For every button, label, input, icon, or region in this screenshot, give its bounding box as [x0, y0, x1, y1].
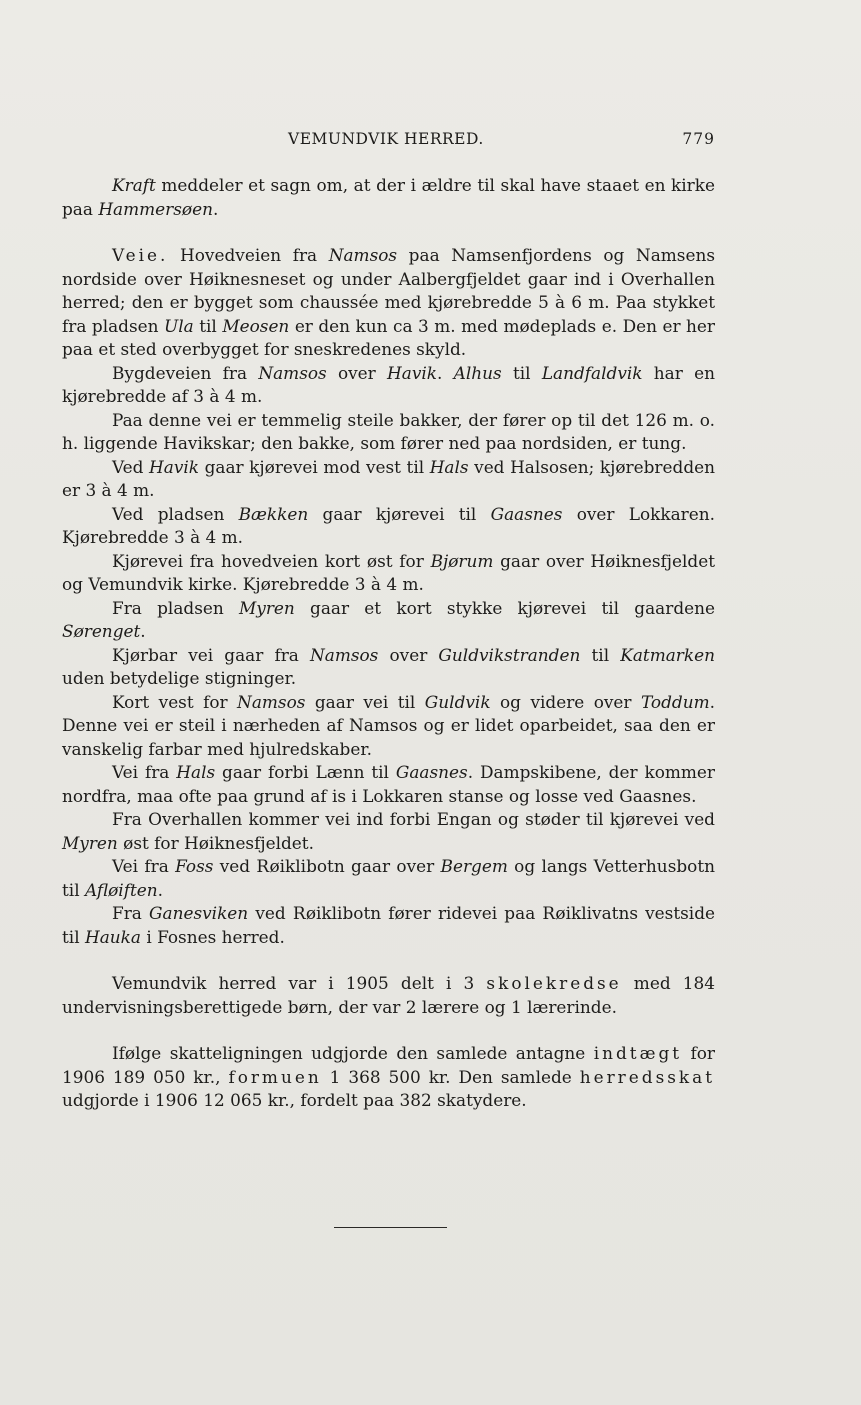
paragraph-ganesviken: Fra Ganesviken ved Røiklibotn fører ridevei paa Røiklivatns vestside til Hauka i Fosnes herred. [62, 903, 715, 947]
header-title: VEMUNDVIK HERRED. [288, 130, 484, 148]
paragraph-baekken: Ved pladsen Bækken gaar kjørevei til Gaasnes over Lokkaren. Kjørebredde 3 à 4 m. [62, 503, 715, 547]
paragraph-kraft: Kraft meddeler et sagn om, at der i ældre til skal have staaet en kirke paa Hammersøen. [62, 175, 715, 219]
paragraph-foss: Vei fra Foss ved Røiklibotn gaar over Bergem og langs Vetterhusbotn til Afløiften. [62, 856, 716, 900]
paragraph-hals: Vei fra Hals gaar forbi Lænn til Gaasnes. Dampskibene, der kommer nordfra, maa ofte paa grund af is i Lokkaren stanse og losse ved Gaasnes. [62, 762, 715, 806]
paragraph-myren: Fra pladsen Myren gaar et kort stykke kjørevei til gaardene Sørenget. [62, 597, 715, 641]
paragraph-bakker: Paa denne vei er temmelig steile bakker, der fører op til det 126 m. o. h. liggende Havikskar; den bakke, som fører ned paa nordsiden, er tung. [62, 409, 715, 453]
paragraph-bygdeveien: Bygdeveien fra Namsos over Havik. Alhus til Landfaldvik har en kjørebredde af 3 à 4 m. [62, 362, 715, 406]
paragraph-bjorum: Kjørevei fra hovedveien kort øst for Bjørum gaar over Høiknesfjeldet og Vemundvik kirke. Kjørebredde 3 à 4 m. [62, 550, 715, 594]
running-header [62, 130, 715, 154]
paragraph-havik: Ved Havik gaar kjørevei mod vest til Hals ved Halsosen; kjørebredden er 3 à 4 m. [62, 456, 715, 500]
paragraph-veie: Veie. Hovedveien fra Namsos paa Namsenfjordens og Namsens nordside over Høiknesneset og under Aalbergfjeldet gaar ind i Overhallen herred; den er bygget som chaussée med kjørebredde 5 à 6 m. Paa stykket fra pladsen Ula til Meosen er den kun ca 3 m. med mødeplads e. Den er her paa et sted overbygget for sneskredenes skyld. [62, 245, 715, 359]
paragraph-guldvik: Kort vest for Namsos gaar vei til Guldvik og videre over Toddum. Denne vei er steil i nærheden af Namsos og er lidet oparbeidet, saa den er vanskelig farbar med hjulredskaber. [62, 691, 715, 759]
paragraph-skatteligning: Ifølge skatteligningen udgjorde den samlede antagne indtægt for 1906 189 050 kr., formuen 1 368 500 kr. Den samlede herredsskat udgjorde i 1906 12 065 kr., fordelt paa 382 skatydere. [62, 1043, 715, 1110]
body-text [62, 174, 715, 1113]
paragraph-guldvikstranden: Kjørbar vei gaar fra Namsos over Guldvikstranden til Katmarken uden betydelige stigninger. [62, 644, 715, 688]
page-number: 779 [682, 130, 715, 148]
paragraph-skolekredse: Vemundvik herred var i 1905 delt i 3 skolekredse med 184 undervisningsberettigede børn, der var 2 lærere og 1 lærerinde. [62, 973, 715, 1017]
paragraph-overhallen: Fra Overhallen kommer vei ind forbi Engan og støder til kjørevei ved Myren øst for Høiknesfjeldet. [62, 809, 715, 853]
end-rule [334, 1227, 447, 1228]
